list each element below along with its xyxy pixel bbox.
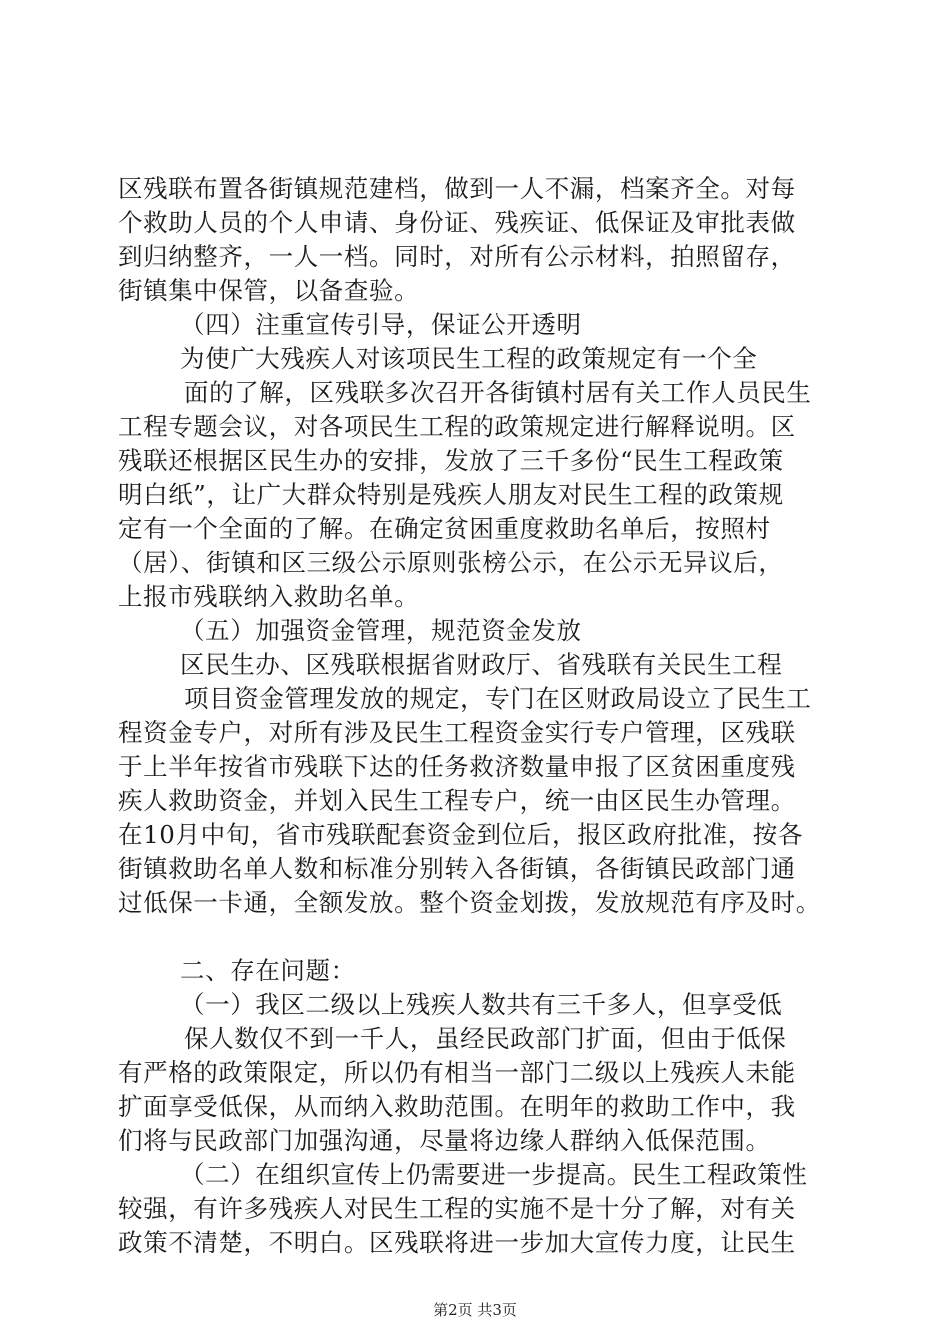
text-line: 程资金专户，对所有涉及民生工程资金实行专户管理，区残联 (118, 718, 796, 747)
text-line: 街镇救助名单人数和标准分别转入各街镇，各街镇民政部门通 (118, 854, 796, 883)
page-number: 第2页 共3页 (433, 1301, 517, 1319)
text-line: 区民生办、区残联根据省财政厅、省残联有关民生工程 (180, 650, 783, 679)
section-heading: （四）注重宣传引导，保证公开透明 (180, 310, 582, 339)
text-line: 残联还根据区民生办的安排，发放了三千多份“民生工程政策 (118, 446, 784, 475)
text-line: 较强，有许多残疾人对民生工程的实施不是十分了解，对有关 (118, 1194, 796, 1223)
text-line: 在10月中旬，省市残联配套资金到位后，报区政府批准，按各 (118, 820, 803, 849)
text-line: 街镇集中保管，以备查验。 (118, 276, 420, 305)
text-line: 为使广大残疾人对该项民生工程的政策规定有一个全 (180, 344, 758, 373)
text-line: 到归纳整齐，一人一档。同时，对所有公示材料，拍照留存， (118, 242, 796, 271)
text-line: （一）我区二级以上残疾人数共有三千多人，但享受低 (180, 990, 783, 1019)
text-line: 疾人救助资金，并划入民生工程专户，统一由区民生办管理。 (118, 786, 796, 815)
text-line: 项目资金管理发放的规定，专门在区财政局设立了民生工 (184, 684, 812, 713)
text-line: 保人数仅不到一千人，虽经民政部门扩面，但由于低保 (184, 1024, 787, 1053)
text-line: 过低保一卡通，全额发放。整个资金划拨，发放规范有序及时。 (118, 888, 821, 917)
text-line: （二）在组织宣传上仍需要进一步提高。民生工程政策性 (180, 1160, 808, 1189)
text-line: 于上半年按省市残联下达的任务救济数量申报了区贫困重度残 (118, 752, 796, 781)
text-line: 定有一个全面的了解。在确定贫困重度救助名单后，按照村 (118, 514, 771, 543)
text-line: （居）、街镇和区三级公示原则张榜公示，在公示无异议后， (118, 548, 784, 577)
section-heading: （五）加强资金管理，规范资金发放 (180, 616, 582, 645)
text-line: 政策不清楚，不明白。区残联将进一步加大宣传力度，让民生 (118, 1228, 796, 1257)
section-heading: 二、存在问题： (180, 956, 356, 985)
text-line: 个救助人员的个人申请、身份证、残疾证、低保证及审批表做 (118, 208, 796, 237)
text-line: 工程专题会议，对各项民生工程的政策规定进行解释说明。区 (118, 412, 796, 441)
text-line: 面的了解，区残联多次召开各街镇村居有关工作人员民生 (184, 378, 812, 407)
text-line: 上报市残联纳入救助名单。 (118, 582, 420, 611)
text-line: 们将与民政部门加强沟通，尽量将边缘人群纳入低保范围。 (118, 1126, 771, 1155)
text-line: 扩面享受低保，从而纳入救助范围。在明年的救助工作中，我 (118, 1092, 796, 1121)
text-line: 有严格的政策限定，所以仍有相当一部门二级以上残疾人未能 (118, 1058, 796, 1087)
text-line: 明白纸”，让广大群众特别是残疾人朋友对民生工程的政策规 (118, 480, 784, 509)
text-line: 区残联布置各街镇规范建档，做到一人不漏，档案齐全。对每 (118, 174, 796, 203)
